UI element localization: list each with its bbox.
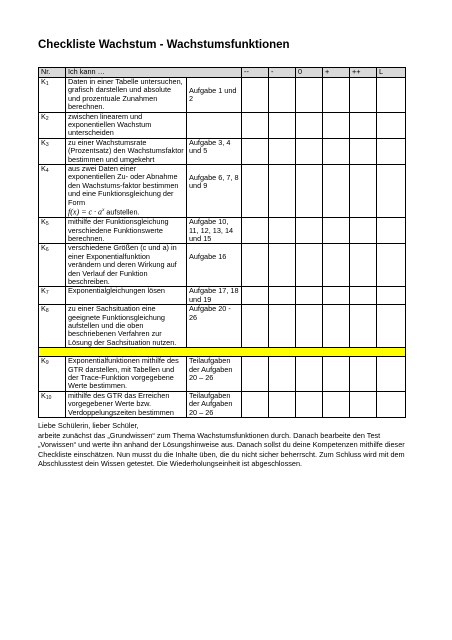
task-reference: Aufgabe 10, 11, 12, 13, 14 und 15 [187, 218, 242, 244]
rating-checkbox[interactable] [296, 305, 323, 348]
rating-checkbox[interactable] [269, 391, 296, 417]
rating-checkbox[interactable] [269, 112, 296, 138]
rating-checkbox[interactable] [377, 138, 406, 164]
competence-number [39, 218, 66, 244]
competence-letter: K [41, 286, 46, 296]
rating-checkbox[interactable] [242, 218, 269, 244]
competence-index: 2 [45, 115, 49, 122]
rating-checkbox[interactable] [242, 287, 269, 305]
competence-index: 8 [45, 308, 49, 315]
competence-description [66, 244, 187, 287]
competence-number [39, 287, 66, 305]
competence-number [39, 305, 66, 348]
rating-checkbox[interactable] [377, 165, 406, 218]
rating-checkbox[interactable] [377, 78, 406, 113]
rating-checkbox[interactable] [242, 391, 269, 417]
rating-checkbox[interactable] [350, 287, 377, 305]
rating-checkbox[interactable] [377, 391, 406, 417]
rating-checkbox[interactable] [296, 391, 323, 417]
competence-index: 5 [45, 221, 49, 228]
table-row [39, 357, 406, 392]
table-row [39, 78, 406, 113]
competence-letter: K [41, 138, 46, 147]
competence-index: 7 [45, 290, 49, 297]
rating-checkbox[interactable] [242, 165, 269, 218]
competence-number [39, 391, 66, 417]
rating-checkbox[interactable] [323, 287, 350, 305]
rating-checkbox[interactable] [242, 112, 269, 138]
competence-description [66, 305, 187, 348]
rating-checkbox[interactable] [269, 138, 296, 164]
competence-index: 4 [45, 168, 49, 175]
competence-number [39, 112, 66, 138]
description-text: Daten in einer Tabelle untersuchen, grafisch darstellen und absolute und prozentuale Zunahmen berechnen. [68, 77, 183, 112]
formula-exponent: x [102, 208, 105, 214]
rating-checkbox[interactable] [296, 138, 323, 164]
rating-checkbox[interactable] [323, 165, 350, 218]
table-row [39, 112, 406, 138]
rating-checkbox[interactable] [269, 218, 296, 244]
rating-checkbox[interactable] [377, 357, 406, 392]
instructions-text [38, 421, 418, 469]
highlight-row [39, 348, 406, 357]
rating-header: L [377, 68, 406, 78]
competence-letter: K [41, 391, 46, 400]
task-reference: Aufgabe 16 [187, 244, 242, 287]
competence-letter: K [41, 77, 46, 86]
competence-number [39, 357, 66, 392]
rating-checkbox[interactable] [296, 165, 323, 218]
description-text: Exponentialgleichungen lösen [68, 286, 165, 296]
rating-checkbox[interactable] [323, 78, 350, 113]
rating-checkbox[interactable] [269, 78, 296, 113]
task-reference: Aufgabe 20 - 26 [187, 305, 242, 348]
description-text: mithilfe des GTR das Erreichen vorgegebener Werte bzw. Verdoppelungszeiten bestimmen [68, 391, 174, 417]
rating-checkbox[interactable] [269, 305, 296, 348]
competence-index: 1 [45, 81, 49, 87]
description-text: verschiedene Größen (c und a) in einer Exponentialfunktion verändern und deren Wirkung auf den Verlauf der Funktion beschreiben. [68, 243, 177, 286]
rating-checkbox[interactable] [323, 391, 350, 417]
table-row [39, 165, 406, 218]
rating-checkbox[interactable] [296, 287, 323, 305]
rating-header: ++ [350, 68, 377, 78]
rating-checkbox[interactable] [350, 165, 377, 218]
competence-description [66, 138, 187, 164]
formula-base: f(x) = c · a [68, 207, 103, 217]
rating-checkbox[interactable] [242, 78, 269, 113]
header-ich-kann: Ich kann … [66, 68, 242, 78]
rating-checkbox[interactable] [269, 357, 296, 392]
table-row [39, 138, 406, 164]
competence-number [39, 244, 66, 287]
competence-description [66, 391, 187, 417]
description-text: mithilfe der Funktionsgleichung verschiedene Funktionswerte berechnen. [68, 217, 169, 243]
table-row [39, 218, 406, 244]
task-reference: Aufgabe 17, 18 und 19 [187, 287, 242, 305]
task-reference [187, 112, 242, 138]
table-row [39, 287, 406, 305]
competence-number [39, 165, 66, 218]
description-text: zu einer Wachstumsrate (Prozentsatz) den Wachstumsfaktor bestimmen und umgekehrt [68, 138, 184, 164]
table-row [39, 305, 406, 348]
competence-index: 10 [45, 394, 52, 401]
rating-checkbox[interactable] [323, 112, 350, 138]
rating-checkbox[interactable] [323, 138, 350, 164]
competence-letter: K [41, 304, 46, 314]
rating-checkbox[interactable] [296, 218, 323, 244]
rating-checkbox[interactable] [323, 218, 350, 244]
rating-header: 0 [296, 68, 323, 78]
task-reference: Aufgabe 3, 4 und 5 [187, 138, 242, 164]
rating-header: - [269, 68, 296, 78]
rating-checkbox[interactable] [242, 357, 269, 392]
rating-checkbox[interactable] [296, 78, 323, 113]
rating-checkbox[interactable] [296, 244, 323, 287]
rating-checkbox[interactable] [350, 357, 377, 392]
task-reference: Aufgabe 1 und 2 [187, 78, 242, 113]
rating-checkbox[interactable] [323, 305, 350, 348]
rating-checkbox[interactable] [323, 357, 350, 392]
competence-letter: K [41, 112, 46, 121]
table-row [39, 391, 406, 417]
competence-description [66, 165, 187, 218]
description-text: zwischen linearem und exponentiellen Wachstum unterscheiden [68, 112, 152, 138]
competence-number [39, 78, 66, 113]
rating-checkbox[interactable] [242, 244, 269, 287]
rating-checkbox[interactable] [269, 287, 296, 305]
task-reference: Teilaufgaben der Aufgaben 20 – 26 [187, 391, 242, 417]
description-text: aus zwei Daten einer exponentiellen Zu- oder Abnahme den Wachstums-faktor bestimmen und eine Funktionsgleichung der Form [68, 164, 179, 207]
rating-checkbox[interactable] [377, 305, 406, 348]
competence-index: 9 [45, 360, 49, 367]
rating-checkbox[interactable] [350, 391, 377, 417]
competence-number [39, 138, 66, 164]
rating-checkbox[interactable] [269, 165, 296, 218]
competence-letter: K [41, 217, 46, 227]
competence-description [66, 218, 187, 244]
rating-header: -- [242, 68, 269, 78]
rating-checkbox[interactable] [377, 287, 406, 305]
description-text-after: aufstellen. [106, 207, 140, 217]
instructions-paragraph: arbeite zunächst das „Grundwissen“ zum Thema Wachstumsfunktionen durch. Danach bearbeite den Test „Vorwissen“ und werte ihn anhand der Lösungshinweise aus. Danach sollst du deine Kompetenzen mithilfe dieser Checkliste einschätzen. Nun musst du die Inhalte üben, die du nicht sicher beherrscht. Zum Schluss wird mit dem Abschlusstest dein Wissen getestet. Die Wiederholungseinheit ist abgeschlossen. [38, 430, 405, 469]
task-reference: Aufgabe 6, 7, 8 und 9 [187, 165, 242, 218]
checklist-table [38, 67, 406, 418]
rating-checkbox[interactable] [377, 244, 406, 287]
competence-description [66, 287, 187, 305]
highlight-cell [39, 348, 406, 357]
rating-header: + [323, 68, 350, 78]
competence-index: 3 [45, 141, 49, 148]
competence-index: 6 [45, 247, 49, 254]
rating-checkbox[interactable] [296, 357, 323, 392]
rating-checkbox[interactable] [350, 78, 377, 113]
rating-checkbox[interactable] [323, 244, 350, 287]
competence-description [66, 112, 187, 138]
table-row [39, 244, 406, 287]
rating-checkbox[interactable] [350, 244, 377, 287]
rating-checkbox[interactable] [350, 218, 377, 244]
competence-letter: K [41, 356, 46, 366]
description-text: zu einer Sachsituation eine geeignete Funktionsgleichung aufstellen und die oben beschriebenen Verfahren zur Lösung der Sachsituation nutzen. [68, 304, 177, 347]
greeting: Liebe Schülerin, lieber Schüler, [38, 421, 139, 430]
rating-checkbox[interactable] [350, 305, 377, 348]
table-header-row [39, 68, 406, 78]
function-formula [68, 207, 104, 217]
competence-letter: K [41, 164, 46, 174]
rating-checkbox[interactable] [377, 218, 406, 244]
rating-checkbox[interactable] [242, 305, 269, 348]
rating-checkbox[interactable] [269, 244, 296, 287]
competence-description [66, 357, 187, 392]
header-nr: Nr. [39, 68, 66, 78]
description-text: Exponentialfunktionen mithilfe des GTR darstellen, mit Tabellen und der Trace-Funktion vorgegebene Werte bestimmen. [68, 356, 179, 391]
rating-checkbox[interactable] [296, 112, 323, 138]
competence-letter: K [41, 243, 46, 253]
task-reference: Teilaufgaben der Aufgaben 20 – 26 [187, 357, 242, 392]
rating-checkbox[interactable] [242, 138, 269, 164]
rating-checkbox[interactable] [350, 138, 377, 164]
page-title: Checkliste Wachstum - Wachstumsfunktionen [38, 39, 290, 51]
rating-checkbox[interactable] [377, 112, 406, 138]
competence-description [66, 78, 187, 113]
rating-checkbox[interactable] [350, 112, 377, 138]
